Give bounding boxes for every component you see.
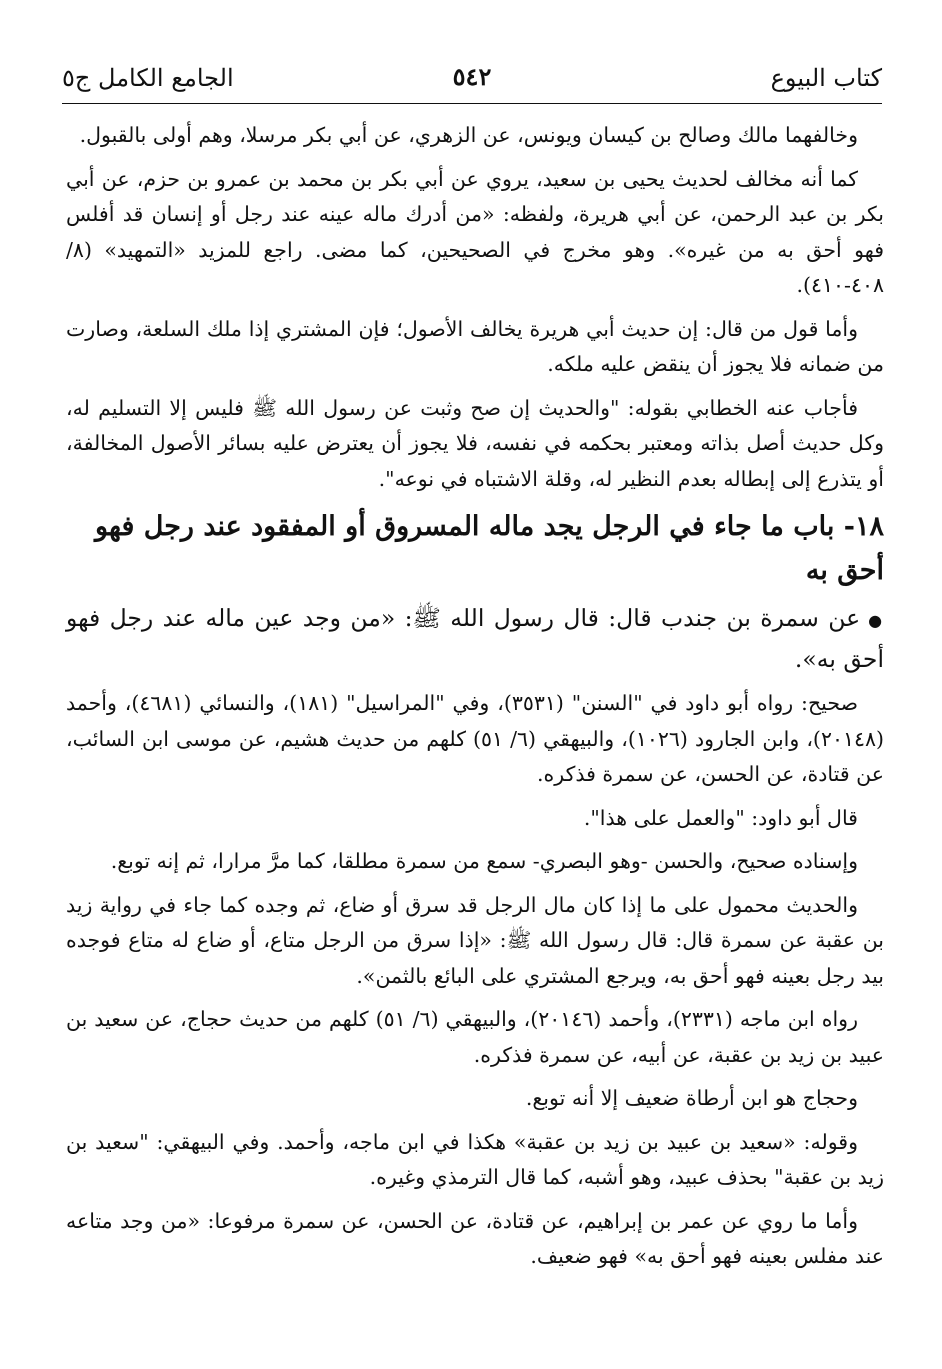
- commentary-paragraph: والحديث محمول على ما إذا كان مال الرجل قد سرق أو ضاع، ثم وجده كما جاء في رواية زيد بن عقبة عن سمرة قال: قال رسول الله ﷺ: «إذا سرق من الرجل متاع، أو ضاع له متاع فوجده بيد رجل بعينه فهو أحق به، ويرجع المشتري على البائع بالثمن».: [66, 892, 884, 988]
- commentary-paragraph: وأما ما روي عن عمر بن إبراهيم، عن قتادة، عن الحسن، عن سمرة مرفوعا: «من وجد متاعه عند مفلس بعينه فهو أحق به» فهو ضعيف.: [66, 1208, 884, 1268]
- commentary-paragraph: رواه ابن ماجه (٢٣٣١)، وأحمد (٢٠١٤٦)، والبيهقي (٦/ ٥١) كلهم من حديث حجاج، عن سعيد بن عبيد بن زيد بن عقبة، عن أبيه، عن سمرة فذكره.: [66, 1007, 884, 1067]
- page-body: [66, 118, 884, 1283]
- commentary-paragraph: وقوله: «سعيد بن عبيد بن زيد بن عقبة» هكذا في ابن ماجه، وأحمد. وفي البيهقي: "سعيد بن زيد بن عقبة" بحذف عبيد، وهو أشبه، كما قال الترمذي وغيره.: [66, 1129, 884, 1189]
- series-title: الجامع الكامل ج٥: [62, 64, 234, 92]
- hadith-body: عن سمرة بن جندب قال: قال رسول الله ﷺ: «من وجد عين ماله عند رجل فهو أحق به».: [66, 604, 884, 673]
- page-header: [62, 58, 882, 98]
- bullet-icon: ●: [868, 611, 884, 630]
- commentary-paragraph: وحجاج هو ابن أرطاة ضعيف إلا أنه توبع.: [525, 1086, 858, 1110]
- chapter-heading: ١٨- باب ما جاء في الرجل يجد ماله المسروق أو المفقود عند رجل فهو أحق به: [95, 511, 884, 586]
- page-number: ٥٤٢: [452, 62, 492, 91]
- hadith-text: [66, 599, 884, 678]
- book-title: كتاب البيوع: [770, 64, 882, 92]
- paragraph: وأما قول من قال: إن حديث أبي هريرة يخالف الأصول؛ فإن المشتري إذا ملك السلعة، وصارت من ضمانه فلا يجوز أن ينقض عليه ملكه.: [66, 316, 884, 376]
- header-rule: [62, 103, 882, 104]
- paragraph: فأجاب عنه الخطابي بقوله: "والحديث إن صح وثبت عن رسول الله ﷺ فليس إلا التسليم له، وكل حديث أصل بذاته ومعتبر بحكمه في نفسه، فلا يجوز أن يعترض عليه بسائر الأصول المخالفة، أو يتذرع إلى إبطاله بعدم النظير له، وقلة الاشتباه في نوعه".: [66, 395, 884, 491]
- commentary-paragraph: صحيح: رواه أبو داود في "السنن" (٣٥٣١)، وفي "المراسيل" (١٨١)، والنسائي (٤٦٨١)، وأحمد (٢٠١٤٨)، وابن الجارود (١٠٢٦)، والبيهقي (٦/ ٥١) كلهم من حديث هشيم، عن موسى ابن السائب، عن قتادة، عن الحسن، عن سمرة فذكره.: [66, 691, 884, 786]
- commentary-paragraph: وإسناده صحيح، والحسن -وهو البصري- سمع من سمرة مطلقا، كما مرَّ مرارا، ثم إنه توبع.: [110, 849, 858, 873]
- commentary-paragraph: قال أبو داود: "والعمل على هذا".: [583, 805, 858, 830]
- paragraph: وخالفهما مالك وصالح بن كيسان ويونس، عن الزهري، عن أبي بكر مرسلا، وهم أولى بالقبول.: [79, 123, 858, 147]
- paragraph: كما أنه مخالف لحديث يحيى بن سعيد، يروي عن أبي بكر بن محمد بن عمرو بن حزم، عن أبي بكر بن عبد الرحمن، عن أبي هريرة، ولفظه: «من أدرك ماله عينه عند رجل أو إنسان قد أفلس فهو أحق به من غيره». وهو مخرج في الصحيحين، كما مضى. راجع للمزيد «التمهيد» (٨/ ٤٠٨-٤١٠).: [66, 166, 884, 297]
